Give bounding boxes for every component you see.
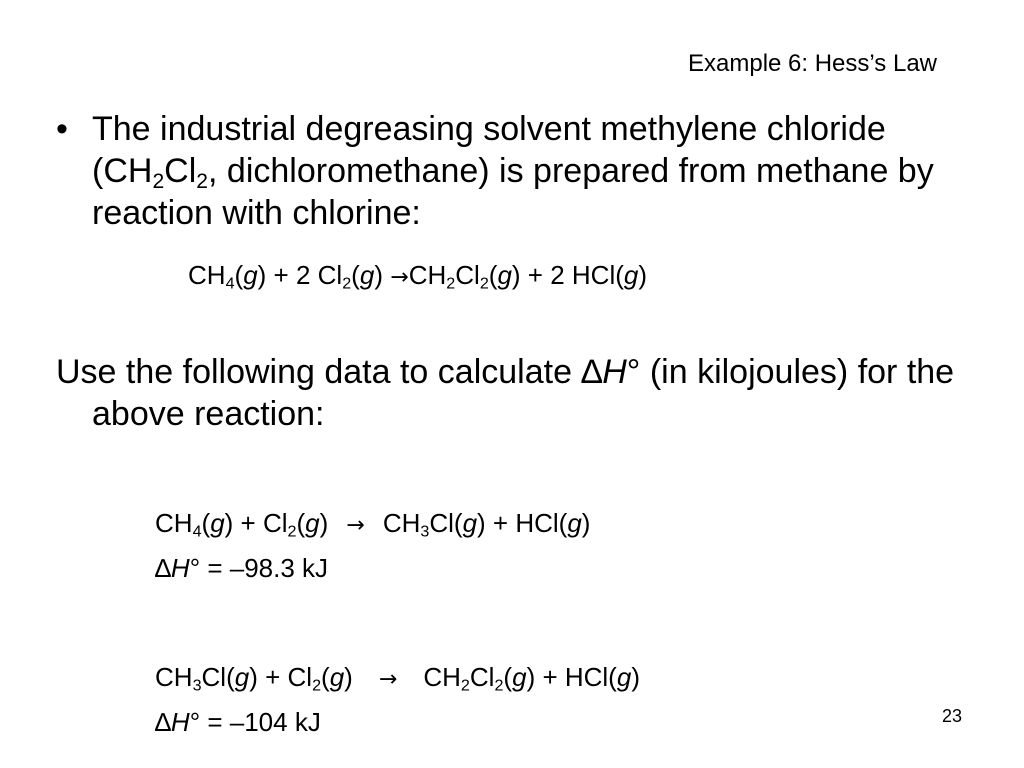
delta-h-label-2: ∆H° = — [155, 707, 223, 737]
step-reaction-1: $CH_4(g) + Cl_2(g) \to CH_3Cl(g) + HCl(g)$ — [155, 508, 591, 541]
main-reaction: $CH_4(g) + 2$ $Cl_2(g) \to CH_2Cl_2(g) + 2$ HCl(g) — [188, 260, 648, 293]
instruction-part2: ° (in kilojoules) for the above reaction: — [92, 353, 955, 433]
instruction-part1: Use the following data to calculate ∆ — [56, 353, 603, 391]
bullet-sub-h: 2 — [152, 169, 165, 193]
page-number: 23 — [941, 706, 962, 726]
step-delta-h-2 — [155, 707, 321, 737]
bullet-sub-cl: 2 — [196, 169, 209, 193]
bullet-text-part2: Cl — [164, 152, 197, 190]
slide-title: Example 6: Hess’s Law — [688, 50, 937, 77]
bullet-mark: • — [56, 110, 68, 148]
bullet-block — [56, 108, 956, 234]
bullet-text-part1: The industrial degreasing solvent methylene chloride (CH — [92, 110, 886, 190]
delta-h-value-1: –98.3 kJ — [229, 553, 329, 583]
delta-h-value-2: –104 kJ — [229, 707, 321, 737]
bullet-text-part3: , dichloromethane) is prepared from methane by reaction with chlorine: — [92, 152, 934, 232]
instruction-h-symbol: H — [602, 353, 627, 391]
step-reaction-2: $CH_3Cl(g) + Cl_2(g) \to CH_2Cl_2(g) + HCl(g)$ — [155, 662, 640, 695]
step-delta-h-1 — [155, 553, 328, 583]
bullet-text — [92, 108, 956, 234]
delta-h-label-1: ∆H° = — [155, 553, 223, 583]
instruction-text — [56, 351, 992, 435]
